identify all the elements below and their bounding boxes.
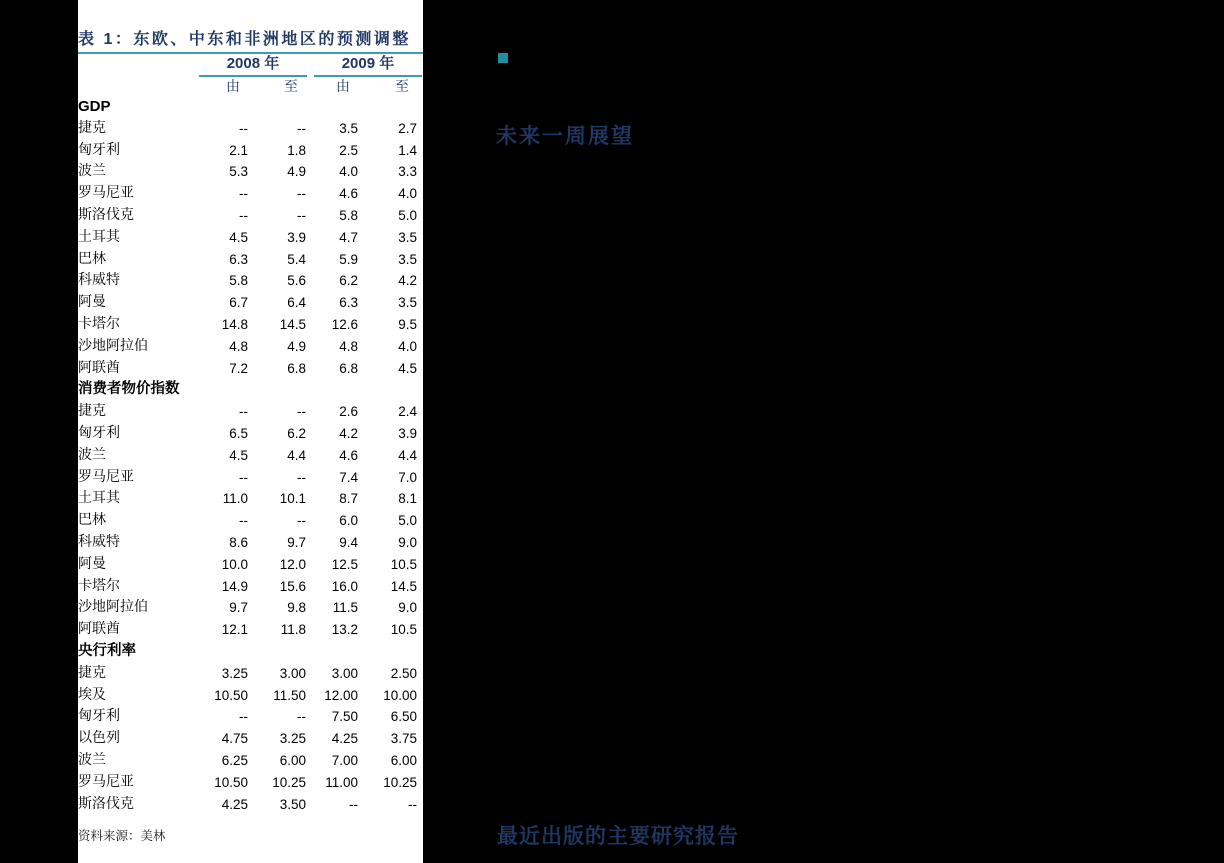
value-cell: 4.5 (229, 447, 248, 463)
value-cell: 6.8 (339, 360, 358, 376)
table-row (78, 205, 417, 227)
value-cell: 6.2 (287, 425, 306, 441)
value-cell: 3.9 (287, 229, 306, 245)
country-name-cell: 波兰 (78, 447, 106, 463)
value-cell: 4.2 (339, 425, 358, 441)
value-cell: 2.1 (229, 142, 248, 158)
table-row (78, 161, 417, 183)
value-cell: 6.25 (221, 752, 248, 768)
year-header-row (199, 52, 422, 77)
value-cell: 3.9 (398, 425, 417, 441)
value-cell: 5.3 (229, 164, 248, 180)
report-table-panel (78, 0, 423, 863)
country-name-cell: 匈牙利 (78, 425, 120, 441)
country-name-cell: 科威特 (78, 273, 120, 289)
table-row (78, 685, 417, 707)
value-cell: 9.0 (398, 534, 417, 550)
value-cell: 10.5 (390, 622, 417, 638)
table-row (78, 488, 417, 510)
table-row (78, 227, 417, 249)
value-cell: -- (239, 513, 248, 529)
country-name-cell: 波兰 (78, 164, 106, 180)
country-name-cell: 巴林 (78, 513, 106, 529)
table-row (78, 597, 417, 619)
value-cell: 4.0 (398, 338, 417, 354)
value-cell: 6.00 (279, 752, 306, 768)
value-cell: 4.5 (398, 360, 417, 376)
value-cell: 1.4 (398, 142, 417, 158)
value-cell: 4.5 (229, 229, 248, 245)
value-cell: 6.5 (229, 425, 248, 441)
value-cell: 11.50 (273, 687, 306, 703)
value-cell: 3.50 (279, 796, 306, 812)
value-cell: 2.5 (339, 142, 358, 158)
section-heading-recent-reports: 最近出版的主要研究报告 (497, 824, 739, 848)
value-cell: 3.3 (398, 164, 417, 180)
country-name-cell: 以色列 (78, 731, 120, 747)
country-name-cell: 罗马尼亚 (78, 774, 134, 790)
value-cell: 4.9 (287, 164, 306, 180)
country-name-cell: 捷克 (78, 665, 106, 681)
value-cell: 10.25 (272, 774, 306, 790)
value-cell: 2.50 (390, 665, 417, 681)
country-name-cell: 阿联酋 (78, 360, 120, 376)
value-cell: -- (349, 796, 358, 812)
value-cell: 6.2 (339, 273, 358, 289)
value-cell: 12.0 (279, 556, 306, 572)
country-name-cell: 阿曼 (78, 295, 106, 311)
value-cell: 8.1 (398, 491, 417, 507)
value-cell: 5.9 (339, 251, 358, 267)
value-cell: 2.7 (398, 120, 417, 136)
sub-header-to-2009: 至 (395, 80, 409, 95)
value-cell: 10.50 (214, 774, 248, 790)
table-row (78, 445, 417, 467)
value-cell: -- (239, 469, 248, 485)
country-name-cell: 阿联酋 (78, 622, 120, 638)
value-cell: 4.6 (339, 447, 358, 463)
value-cell: 4.8 (339, 338, 358, 354)
value-cell: 4.4 (287, 447, 306, 463)
country-name-cell: 沙地阿拉伯 (78, 600, 148, 616)
value-cell: 10.00 (383, 687, 417, 703)
value-cell: 5.4 (287, 251, 306, 267)
value-cell: 11.00 (325, 774, 358, 790)
table-row (78, 532, 417, 554)
value-cell: 4.75 (221, 731, 248, 747)
value-cell: 11.0 (222, 491, 248, 507)
value-cell: -- (239, 186, 248, 202)
value-cell: 4.6 (339, 186, 358, 202)
table-row (78, 750, 417, 772)
section-header: GDP (78, 98, 111, 115)
value-cell: 9.8 (287, 600, 306, 616)
country-name-cell: 土耳其 (78, 229, 120, 245)
country-name-cell: 埃及 (78, 687, 106, 703)
value-cell: 12.5 (331, 556, 358, 572)
value-cell: 4.25 (221, 796, 248, 812)
value-cell: 6.3 (229, 251, 248, 267)
section-heading-week-outlook: 未来一周展望 (496, 124, 634, 148)
section-header: 消费者物价指数 (78, 381, 180, 398)
value-cell: 10.25 (383, 774, 417, 790)
value-cell: 9.4 (339, 534, 358, 550)
section-header-row (78, 96, 417, 118)
value-cell: 6.50 (390, 709, 417, 725)
table-body (78, 96, 417, 815)
value-cell: 3.25 (221, 665, 248, 681)
source-note: 资料来源：美林 (78, 829, 166, 843)
table-title: 表 1：东欧、中东和非洲地区的预测调整 (78, 26, 423, 54)
value-cell: 3.5 (398, 251, 417, 267)
value-cell: -- (239, 120, 248, 136)
sub-header-to-2008: 至 (284, 80, 298, 95)
country-name-cell: 卡塔尔 (78, 578, 120, 594)
table-row (78, 619, 417, 641)
value-cell: 4.8 (229, 338, 248, 354)
country-name-cell: 罗马尼亚 (78, 186, 134, 202)
value-cell: 14.8 (221, 316, 248, 332)
value-cell: 12.1 (221, 622, 248, 638)
table-row (78, 249, 417, 271)
value-cell: 4.0 (339, 164, 358, 180)
value-cell: 9.7 (287, 534, 306, 550)
value-cell: 4.25 (331, 731, 358, 747)
value-cell: 15.6 (279, 578, 306, 594)
value-cell: 3.5 (339, 120, 358, 136)
country-name-cell: 捷克 (78, 120, 106, 136)
value-cell: 7.0 (398, 469, 417, 485)
value-cell: 5.8 (339, 207, 358, 223)
section-header: 央行利率 (78, 642, 136, 659)
value-cell: -- (297, 709, 306, 725)
country-name-cell: 巴林 (78, 251, 106, 267)
value-cell: 3.5 (398, 295, 417, 311)
value-cell: 10.1 (279, 491, 306, 507)
table-row (78, 118, 417, 140)
value-cell: 8.7 (339, 491, 358, 507)
value-cell: 2.4 (398, 404, 417, 420)
country-name-cell: 波兰 (78, 752, 106, 768)
value-cell: -- (297, 207, 306, 223)
value-cell: 3.75 (390, 731, 417, 747)
value-cell: 3.25 (279, 731, 306, 747)
table-row (78, 794, 417, 816)
country-name-cell: 罗马尼亚 (78, 469, 134, 485)
value-cell: -- (239, 709, 248, 725)
value-cell: 9.7 (229, 600, 248, 616)
value-cell: -- (297, 404, 306, 420)
table-row (78, 336, 417, 358)
value-cell: 5.8 (229, 273, 248, 289)
value-cell: 5.0 (398, 207, 417, 223)
value-cell: -- (297, 469, 306, 485)
value-cell: 9.0 (398, 600, 417, 616)
value-cell: 4.4 (398, 447, 417, 463)
value-cell: -- (239, 404, 248, 420)
value-cell: 5.6 (287, 273, 306, 289)
country-name-cell: 卡塔尔 (78, 316, 120, 332)
table-row (78, 510, 417, 532)
value-cell: 9.5 (398, 316, 417, 332)
country-name-cell: 科威特 (78, 534, 120, 550)
value-cell: -- (297, 513, 306, 529)
value-cell: 3.00 (279, 665, 306, 681)
country-name-cell: 匈牙利 (78, 709, 120, 725)
value-cell: 4.7 (339, 229, 358, 245)
value-cell: 6.8 (287, 360, 306, 376)
value-cell: 7.2 (229, 360, 248, 376)
table-row (78, 140, 417, 162)
table-row (78, 358, 417, 380)
country-name-cell: 阿曼 (78, 556, 106, 572)
value-cell: 7.4 (339, 469, 358, 485)
value-cell: -- (297, 120, 306, 136)
value-cell: 10.50 (214, 687, 248, 703)
section-header-row (78, 641, 417, 663)
value-cell: 4.0 (398, 186, 417, 202)
value-cell: 3.00 (331, 665, 358, 681)
country-name-cell: 捷克 (78, 404, 106, 420)
value-cell: 11.5 (332, 600, 358, 616)
table-row (78, 554, 417, 576)
table-row (78, 663, 417, 685)
section-header-row (78, 379, 417, 401)
value-cell: 4.9 (287, 338, 306, 354)
year-header-2008: 2008 年 (199, 52, 307, 77)
value-cell: 3.5 (398, 229, 417, 245)
table-row (78, 706, 417, 728)
value-cell: 1.8 (287, 142, 306, 158)
country-name-cell: 土耳其 (78, 491, 120, 507)
table-row (78, 423, 417, 445)
value-cell: 4.2 (398, 273, 417, 289)
value-cell: 12.00 (324, 687, 358, 703)
country-name-cell: 斯洛伐克 (78, 796, 134, 812)
table-row (78, 183, 417, 205)
year-header-2009: 2009 年 (314, 52, 422, 77)
value-cell: 11.8 (280, 622, 306, 638)
value-cell: 16.0 (331, 578, 358, 594)
table-row (78, 467, 417, 489)
table-row (78, 576, 417, 598)
table-row (78, 314, 417, 336)
sub-header-from-2009: 由 (336, 80, 350, 95)
value-cell: 14.5 (279, 316, 306, 332)
value-cell: 2.6 (339, 404, 358, 420)
sub-header-from-2008: 由 (226, 80, 240, 95)
value-cell: 10.0 (221, 556, 248, 572)
value-cell: 13.2 (331, 622, 358, 638)
value-cell: 14.9 (221, 578, 248, 594)
value-cell: 6.7 (229, 295, 248, 311)
value-cell: -- (239, 207, 248, 223)
value-cell: 10.5 (390, 556, 417, 572)
value-cell: 6.4 (287, 295, 306, 311)
table-row (78, 401, 417, 423)
value-cell: -- (297, 186, 306, 202)
square-bullet-icon (498, 53, 508, 63)
value-cell: 6.00 (390, 752, 417, 768)
value-cell: 6.0 (339, 513, 358, 529)
value-cell: 12.6 (331, 316, 358, 332)
value-cell: 14.5 (390, 578, 417, 594)
table-row (78, 270, 417, 292)
value-cell: 6.3 (339, 295, 358, 311)
value-cell: 8.6 (229, 534, 248, 550)
table-row (78, 772, 417, 794)
value-cell: -- (408, 796, 417, 812)
country-name-cell: 斯洛伐克 (78, 207, 134, 223)
table-row (78, 292, 417, 314)
country-name-cell: 沙地阿拉伯 (78, 338, 148, 354)
country-name-cell: 匈牙利 (78, 142, 120, 158)
value-cell: 7.50 (331, 709, 358, 725)
value-cell: 7.00 (331, 752, 358, 768)
table-row (78, 728, 417, 750)
value-cell: 5.0 (398, 513, 417, 529)
